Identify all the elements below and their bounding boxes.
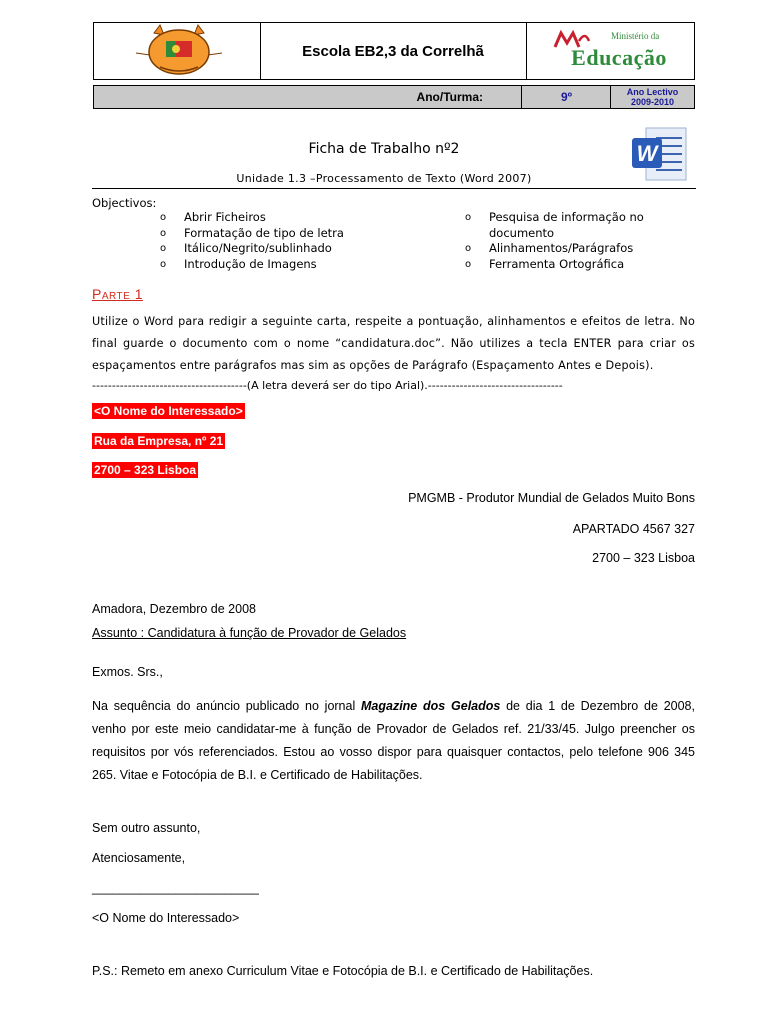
ano-lectivo-label: Ano Lectivo [626,87,679,97]
recipient-box: APARTADO 4567 327 [572,522,695,536]
body-text-end: de dia 1 de Dezembro de 2008, venho por este meio candidatar-me à função de Provador de Gelados ref. 21/33/45. Julgo preencher os requisitos por vós referenciados. Estou ao vosso dispor para quaisquer contactos, pelo telefone 906 345 265. Vitae e Fotocópia de B.I. e Certificado de Habilitações. [92,699,695,782]
school-logo-cell [94,23,261,79]
objectives-right-list [465,210,644,272]
list-item [465,210,644,241]
ministry-main-text: Educação [571,45,667,70]
title-divider [92,188,696,189]
class-info-row [93,85,695,109]
list-item: o Itálico/Negrito/sublinhado [160,241,344,257]
recipient-company: PMGMB - Produtor Mundial de Gelados Muito Bons [408,491,695,505]
cat-logo-icon [94,23,260,79]
ano-lectivo-value: 2009-2010 [630,97,675,107]
ministry-top-text: Ministério da [611,31,660,41]
letter-body [92,695,695,787]
list-item-text: Pesquisa de informação no [489,210,644,224]
word-icon-letter: W [636,141,658,166]
list-item: o Ferramenta Ortográfica [465,257,644,273]
font-note: ---------------------------------------(A letra deverá ser do tipo Arial).---------------------------------- [92,379,563,392]
list-item: o Introdução de Imagens [160,257,344,273]
body-text-start: Na sequência do anúncio publicado no jornal [92,699,361,713]
postscript: P.S.: Remeto em anexo Curriculum Vitae e Fotocópia de B.I. e Certificado de Habilitações. [92,964,594,978]
newspaper-name: Magazine dos Gelados [361,699,501,713]
list-item: o Abrir Ficheiros [160,210,344,226]
objectives-label: Objectivos: [92,196,157,210]
header-table [93,22,695,80]
section-heading: Parte 1 [92,286,144,302]
date-line: Amadora, Dezembro de 2008 [92,602,256,616]
closing-line-2: Atenciosamente, [92,851,186,865]
sender-city: 2700 – 323 Lisboa [94,463,197,477]
list-item-text-cont: documento [489,225,555,240]
list-item: o Formatação de tipo de letra [160,226,344,242]
closing-line-1: Sem outro assunto, [92,821,201,835]
sender-name: <O Nome do Interessado> [94,404,243,418]
signature-line: ________________________ [92,881,259,895]
signature-name: <O Nome do Interessado> [92,911,240,925]
instructions-paragraph: Utilize o Word para redigir a seguinte carta, respeite a pontuação, alinhamentos e efeitos de letra. No final guarde o documento com o nome “candidatura.doc”. Não utilizes a tecla ENTER para criar os espaçamentos entre parágrafos mas sim as opções de Parágrafo (Espaçamento Antes e Depois). [92,315,695,372]
page-title: Ficha de Trabalho nº2 [308,141,460,157]
objectives-left-list [160,210,344,272]
ministry-logo [527,23,695,79]
ano-lectivo [611,86,694,109]
ano-turma-value: 9º [523,86,611,108]
sender-street: Rua da Empresa, nº 21 [94,434,224,448]
subject-line: Assunto : Candidatura à função de Provador de Gelados [92,626,407,640]
greeting: Exmos. Srs., [92,665,163,679]
ano-turma-label: Ano/Turma: [94,86,522,108]
list-item: o Alinhamentos/Parágrafos [465,241,644,257]
recipient-city: 2700 – 323 Lisboa [592,551,695,565]
page-subtitle: Unidade 1.3 –Processamento de Texto (Word 2007) [236,172,532,185]
school-name: Escola EB2,3 da Correlhã [260,23,527,79]
